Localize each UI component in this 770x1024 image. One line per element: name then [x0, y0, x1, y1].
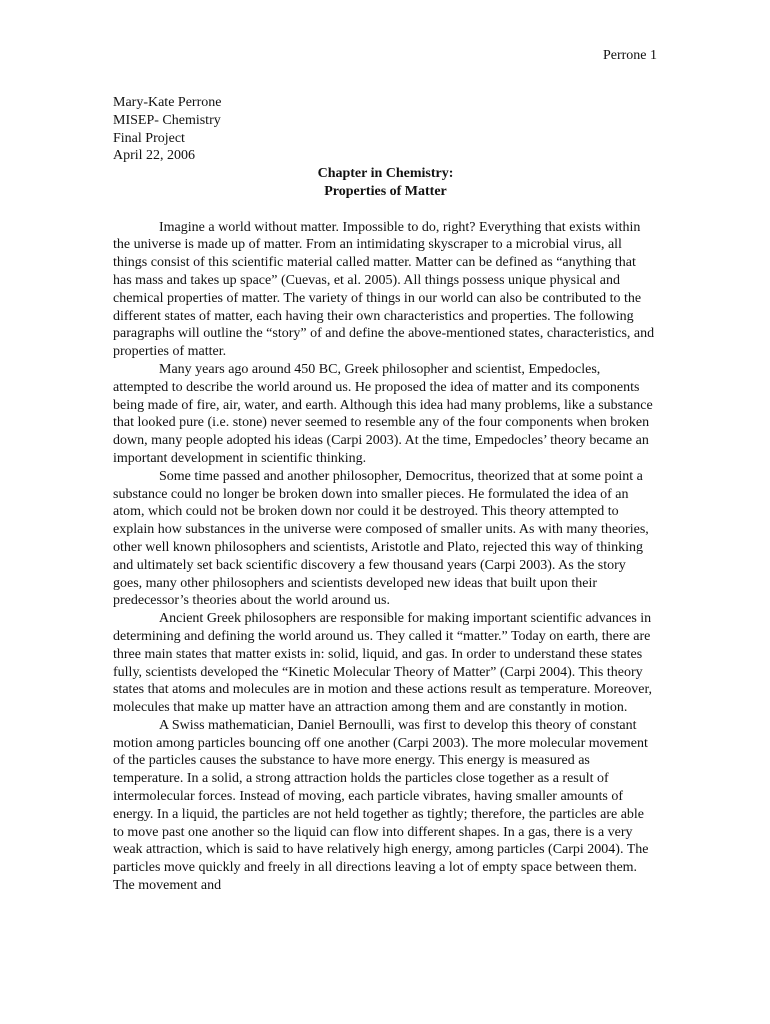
- title-line-1: Chapter in Chemistry:: [317, 166, 454, 182]
- course-name: MISEP- Chemistry: [113, 112, 221, 128]
- title-line-2: Properties of Matter: [324, 183, 447, 199]
- paragraph-4: Ancient Greek philosophers are responsible for making important scientific advances in determining and defining the world around us. They called it “matter.” Today on earth, there are three main states that matter exists in: solid, liquid, and gas. In order to understand these states fully, scientists developed the “Kinetic Molecular Theory of Matter” (Carpi 2004). This theory states that atoms and molecules are in motion and these actions result as temperature. Moreover, molecules that make up matter have an attraction among them and are constantly in motion.: [113, 611, 653, 716]
- heading-block: [113, 94, 658, 165]
- paragraph-5: A Swiss mathematician, Daniel Bernoulli, was first to develop this theory of constant motion among particles bouncing off one another (Carpi 2003). The more molecular movement of the particles causes the substance to have more energy. This energy is measured as temperature. In a solid, a strong attraction holds the particles close together as a result of intermolecular forces. Instead of moving, each particle vibrates, having smaller amounts of energy. In a liquid, the particles are not held together as tightly; therefore, the particles are able to move past one another so the liquid can flow into different shapes. In a gas, there is a very weak attraction, which is said to have relatively high energy, among particles (Carpi 2004). The particles move quickly and freely in all directions leaving a lot of empty space between them. The movement and: [113, 717, 649, 894]
- paragraph-2: Many years ago around 450 BC, Greek philosopher and scientist, Empedocles, attempted to describe the world around us. He proposed the idea of matter and its components being made of fire, air, water, and earth. Although this idea had many problems, like a substance that looked pure (i.e. stone) never seemed to resemble any of the four components when broken down, many people adopted his ideas (Carpi 2003). At the time, Empedocles’ theory became an important development in scientific thinking.: [113, 361, 653, 466]
- paragraph-3: Some time passed and another philosopher, Democritus, theorized that at some point a substance could no longer be broken down into smaller pieces. He formulated the idea of an atom, which could not be broken down nor could it be destroyed. This theory attempted to explain how substances in the universe were composed of smaller units. As with many theories, other well known philosophers and scientists, Aristotle and Plato, rejected this way of thinking and ultimately set back scientific discovery a few thousand years (Carpi 2003). As the story goes, many other philosophers and scientists developed new ideas that built upon their predecessor’s theories about the world around us.: [113, 468, 649, 609]
- title-spacer: [113, 201, 658, 219]
- document-body: [113, 94, 658, 895]
- author-name: Mary-Kate Perrone: [113, 95, 222, 110]
- paragraph-1: Imagine a world without matter. Impossible to do, right? Everything that exists within the universe is made up of matter. From an intimidating skyscraper to a microbial virus, all things consist of this scientific material called matter. Matter can be defined as “anything that has mass and takes up space” (Cuevas, et al. 2005). All things possess unique physical and chemical properties of matter. The variety of things in our world can also be contributed to the different states of matter, each having their own characteristics and properties. The following paragraphs will outline the “story” of and define the above-mentioned states, characteristics, and properties of matter.: [113, 219, 655, 360]
- assignment-name: Final Project: [113, 130, 185, 146]
- document-title: [113, 165, 658, 201]
- page-number-header: Perrone 1: [602, 48, 657, 63]
- document-date: April 22, 2006: [113, 148, 196, 164]
